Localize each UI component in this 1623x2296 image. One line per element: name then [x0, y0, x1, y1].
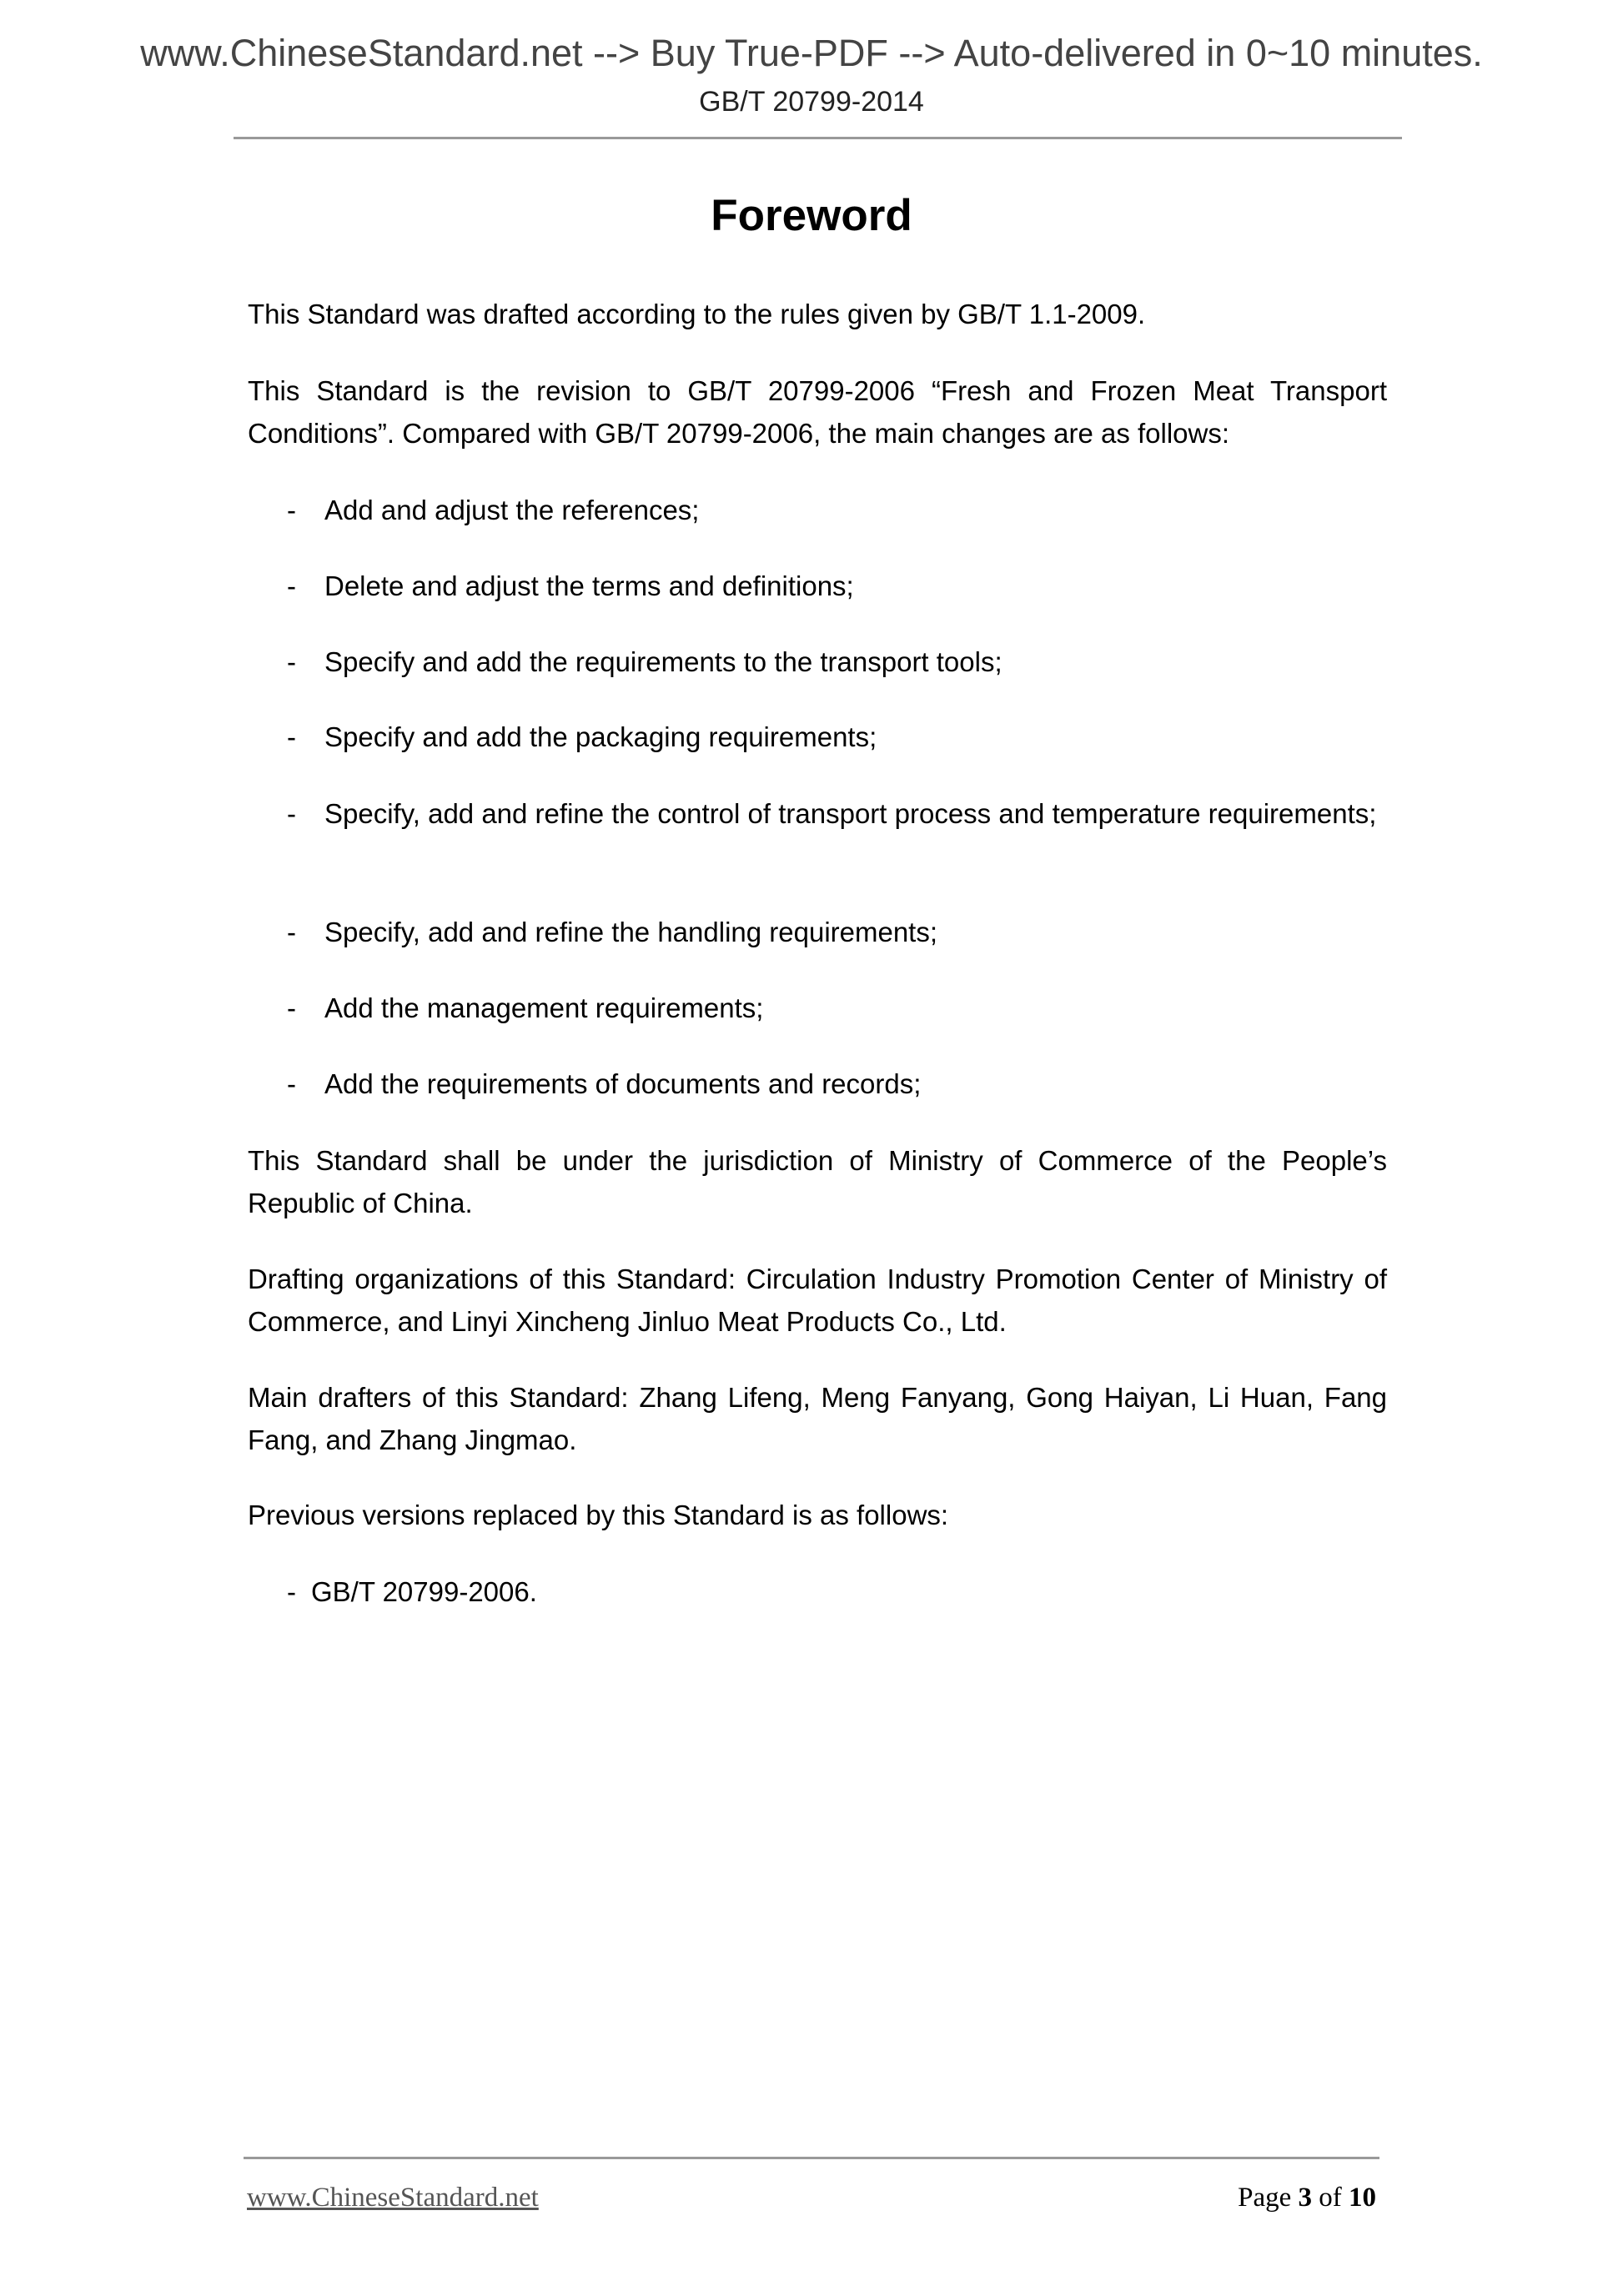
- list-item: Specify, add and refine the handling requirements;: [324, 917, 938, 947]
- page-prefix: Page: [1238, 2183, 1299, 2213]
- list-item: Specify and add the requirements to the transport tools;: [324, 646, 1002, 677]
- bullet-dash: -: [287, 570, 296, 601]
- bullet-dash: -: [287, 1576, 296, 1607]
- paragraph: This Standard shall be under the jurisdiction of Ministry of Commerce of the People’s Republic of China.: [248, 1145, 1387, 1218]
- page-title: Foreword: [711, 191, 912, 240]
- bullet-dash: -: [287, 721, 296, 752]
- footer-rule: [244, 2157, 1379, 2159]
- list-item: Add the requirements of documents and records;: [324, 1068, 922, 1099]
- paragraph: Main drafters of this Standard: Zhang Lifeng, Meng Fanyang, Gong Haiyan, Li Huan, Fang Fang, and Zhang Jingmao.: [248, 1382, 1387, 1455]
- paragraph: This Standard was drafted according to the rules given by GB/T 1.1-2009.: [248, 299, 1146, 329]
- list-item: Specify, add and refine the control of transport process and temperature requirements;: [324, 798, 1377, 829]
- list-item: Delete and adjust the terms and definitions;: [324, 570, 854, 601]
- footer-link[interactable]: www.ChineseStandard.net: [247, 2183, 539, 2213]
- page-mid: of: [1312, 2183, 1349, 2213]
- paragraph: Previous versions replaced by this Standard is as follows:: [248, 1500, 949, 1530]
- list-item: Add and adjust the references;: [324, 495, 700, 525]
- bullet-dash: -: [287, 495, 296, 525]
- list-item: GB/T 20799-2006.: [311, 1576, 537, 1607]
- bullet-dash: -: [287, 646, 296, 677]
- list-item: Add the management requirements;: [324, 992, 764, 1023]
- promo-banner[interactable]: www.ChineseStandard.net --> Buy True-PDF --> Auto-delivered in 0~10 minutes.: [140, 32, 1483, 74]
- paragraph: Drafting organizations of this Standard: Circulation Industry Promotion Center of Ministry of Commerce, and Linyi Xincheng Jinluo Meat Products Co., Ltd.: [248, 1264, 1387, 1337]
- document-id: GB/T 20799-2014: [699, 86, 924, 118]
- paragraph: This Standard is the revision to GB/T 20799-2006 “Fresh and Frozen Meat Transport Conditions”. Compared with GB/T 20799-2006, the main changes are as follows:: [248, 375, 1387, 449]
- total-pages: 10: [1349, 2183, 1376, 2213]
- bullet-dash: -: [287, 917, 296, 947]
- page-number: [1238, 2183, 1376, 2213]
- bullet-dash: -: [287, 1068, 296, 1099]
- current-page: 3: [1298, 2183, 1312, 2213]
- bullet-dash: -: [287, 798, 296, 829]
- list-item: Specify and add the packaging requirements;: [324, 721, 877, 752]
- bullet-dash: -: [287, 992, 296, 1023]
- header-rule: [234, 137, 1402, 139]
